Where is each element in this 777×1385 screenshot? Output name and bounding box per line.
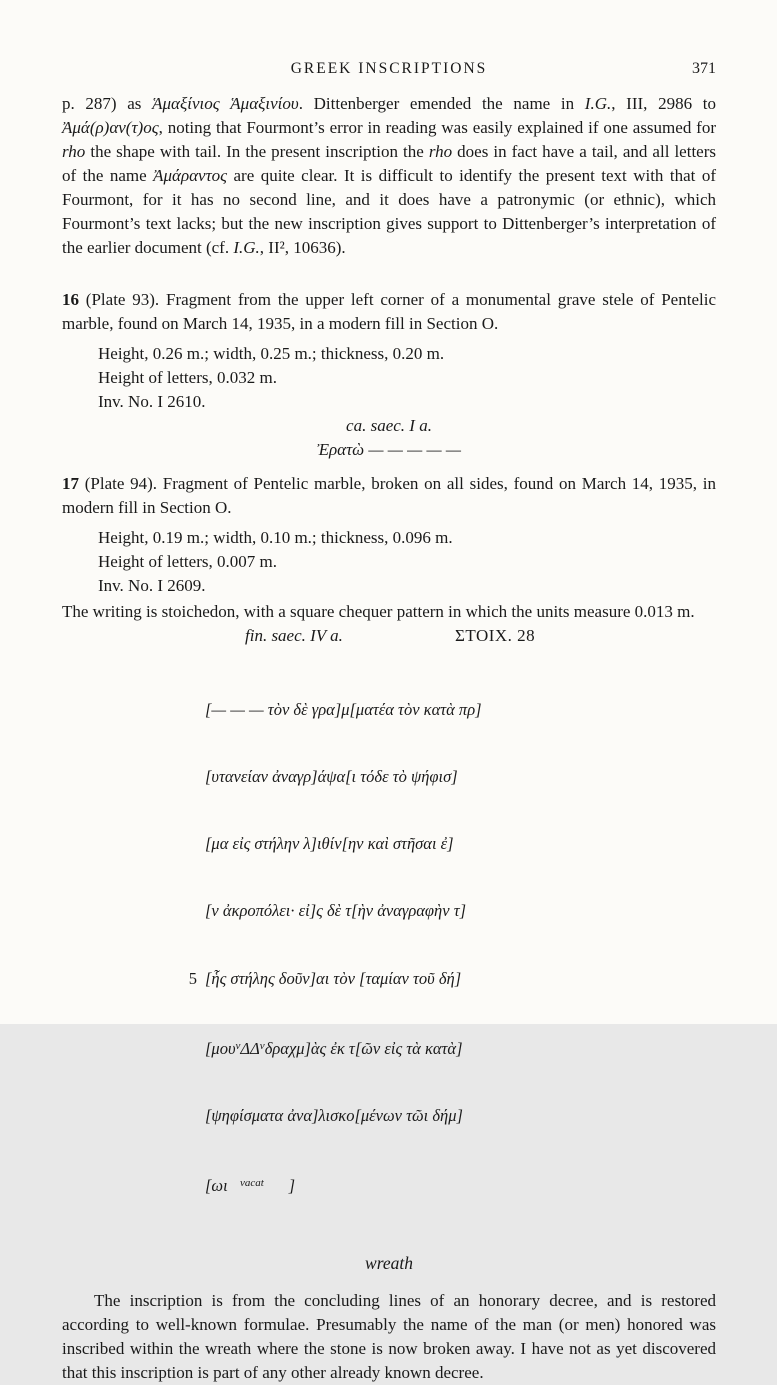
inscription-line <box>205 1105 716 1127</box>
line-number: 5 <box>188 968 197 988</box>
running-header <box>62 60 716 78</box>
inscription-line <box>205 833 716 855</box>
page-title: GREEK INSCRIPTIONS <box>290 60 488 77</box>
stoichedon-note: The writing is stoichedon, with a square chequer pattern in which the units measure 0.013 m. <box>62 602 695 621</box>
entry-17-heading: 17 (Plate 94). Fragment of Pentelic marble, broken on all sides, found on March 14, 1935, in modern fill in Section Ο. <box>62 474 716 517</box>
inventory-number: Inv. No. I 2609. <box>98 576 206 595</box>
measurement-line: Height of letters, 0.007 m. <box>98 552 277 571</box>
line-text: $[\mu o\upsilon^v\Delta\Delta^v\delta\rho\alpha\chi\mu]ὰ\varsigma$ ἐκ τ[ῶν εἰς τὰ κατὰ] <box>205 1038 463 1058</box>
entry-16-date: ca. saec. I a. <box>346 416 432 435</box>
inscription-heading-row <box>62 624 716 648</box>
measurement-line: Height, 0.19 m.; width, 0.10 m.; thickness, 0.096 m. <box>98 528 453 547</box>
inventory-number: Inv. No. I 2610. <box>98 392 206 411</box>
wreath-caption: wreath <box>365 1252 413 1273</box>
line-text: [— — — τὸν δὲ γρα]μ[ματέα τὸν κατὰ πρ] <box>205 699 482 719</box>
entry-16-inscription-text: Ἐρατὼ — — — — — <box>316 440 462 459</box>
inscription-line <box>205 699 716 721</box>
inscription-line <box>188 968 716 990</box>
inscription-line <box>205 766 716 788</box>
line-text: [ωι $^{vacat}$ ] <box>205 1176 296 1196</box>
measurement-line: Height, 0.26 m.; width, 0.25 m.; thickness, 0.20 m. <box>98 344 445 363</box>
entry-16-heading: 16 (Plate 93). Fragment from the upper left corner of a monumental grave stele of Pentelic marble, found on March 14, 1935, in a modern fill in Section Ο. <box>62 290 716 333</box>
text-block <box>62 0 716 1385</box>
line-text: [μα εἰς στήλην λ]ιθίν[ην καὶ στῆσαι ἐ] <box>205 834 454 854</box>
line-text: [υτανείαν ἀναγρ]άψα[ι τόδε τὸ ψήφισ] <box>205 767 458 787</box>
line-text: [ν ἀκροπόλει· εἰ]ς δὲ τ[ὴν ἀναγραφὴν τ] <box>205 901 467 921</box>
entry-17-date: fin. saec. IV a. <box>245 626 343 645</box>
measurement-line: Height of letters, 0.032 m. <box>98 368 277 387</box>
page-number: 371 <box>692 60 716 77</box>
entry-16-measurements <box>98 342 716 414</box>
inscription-line <box>205 900 716 922</box>
line-text: [ἧς στήλης δοῦν]αι τὸν [ταμίαν τοῦ δή] <box>205 968 462 988</box>
stoichedon-label: ΣΤΟΙΧ. 28 <box>455 626 536 645</box>
inscription-line <box>205 1035 716 1060</box>
paragraph-continuation: p. 287) as Ἁμαξίνιος Ἁμαξινίου. Dittenberger emended the name in I.G., III, 2986 to Ἀμά(ρ)αν(τ)ος, noting that Fourmont’s error in reading was easily explained if one assumed for rho the shape with tail. In the present inscription the rho does in fact have a tail, and all letters of the name Ἀμάραντος are quite clear. It is difficult to identify the present text with that of Fourmont, for it has no second line, and it does have a patronymic (or ethnic), which Fourmont’s text lacks; but the new inscription gives support to Dittenberger’s interpretation of the earlier document (cf. I.G., II², 10636). <box>62 94 716 257</box>
greek-inscription-text <box>188 654 716 1243</box>
inscription-line <box>205 1172 716 1197</box>
entry-17-measurements <box>98 526 716 598</box>
closing-paragraph: The inscription is from the concluding lines of an honorary decree, and is restored according to well-known formulae. Presumably the name of the man (or men) honored was inscribed within the wreath where the stone is now broken away. I have not as yet discovered that this inscription is part of any other already known decree. <box>62 1290 716 1382</box>
line-text: [ψηφίσματα ἀνα]λισκο[μένων τῶι δήμ] <box>205 1106 463 1126</box>
